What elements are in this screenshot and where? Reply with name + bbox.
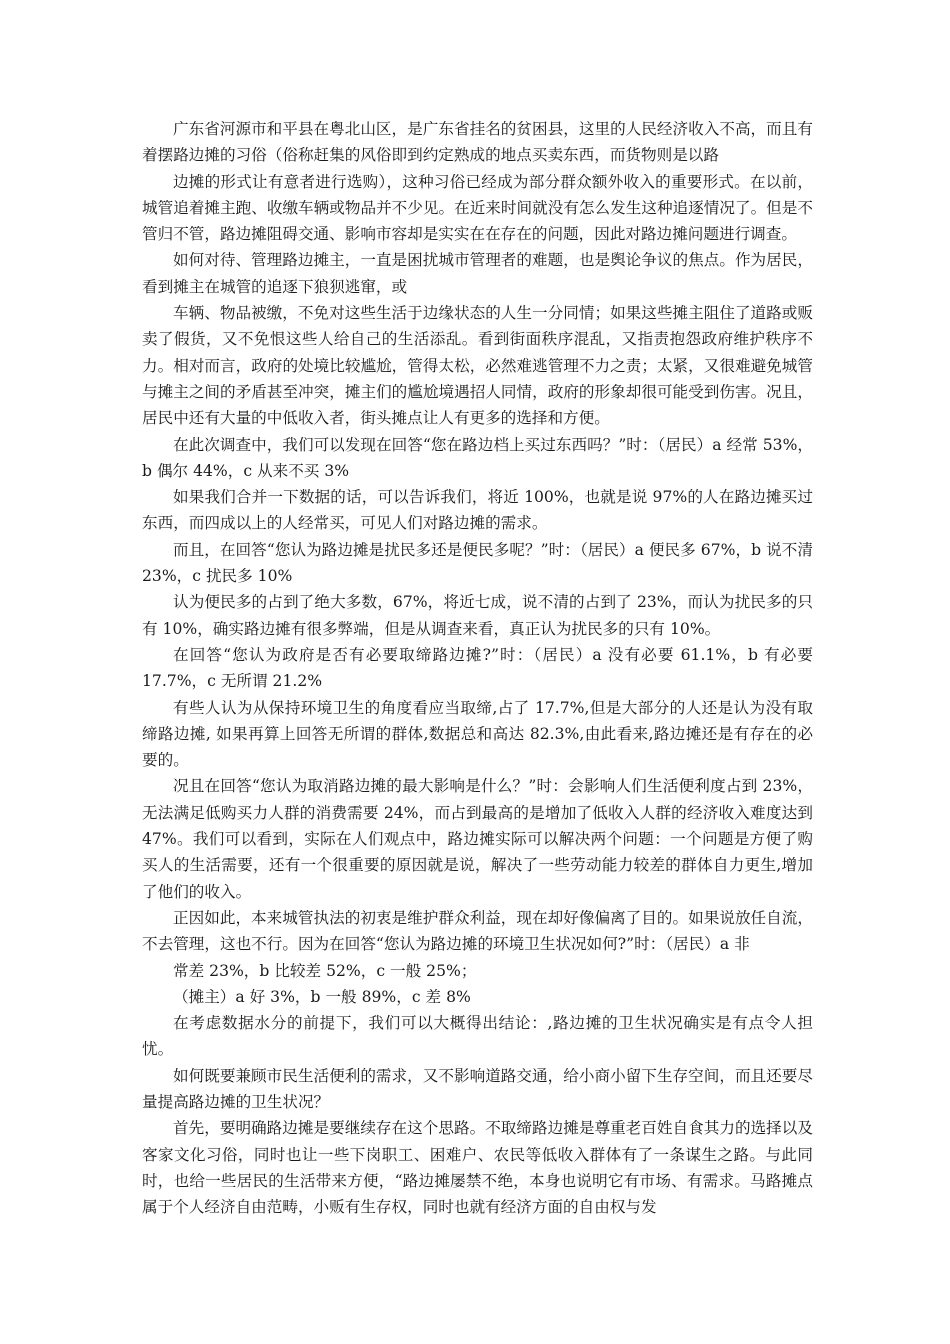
paragraph-15: 在考虑数据水分的前提下，我们可以大概得出结论：,路边摊的卫生状况确实是有点令人担忧。 — [142, 1014, 813, 1059]
paragraph-16: 如何既要兼顾市民生活便利的需求，又不影响道路交通，给小商小留下生存空间，而且还要尽量提高路边摊的卫生状况？ — [142, 1066, 813, 1111]
paragraph-12: 正因如此，本来城管执法的初衷是维护群众利益，现在却好像偏离了目的。如果说放任自流，不去管理，这也不行。因为在回答“您认为路边摊的环境卫生状况如何?”时：（居民）a 非 — [142, 908, 813, 954]
paragraph-5: 在此次调查中，我们可以发现在回答“您在路边档上买过东西吗？”时：（居民）a 经常 53%，b 偶尔 44%，c 从来不买 3% — [142, 435, 813, 480]
paragraph-9: 在回答“您认为政府是否有必要取缔路边摊?”时：（居民）a 没有必要 61.1%，b 有必要 17.7%，c 无所谓 21.2% — [142, 645, 813, 691]
paragraph-3: 如何对待、管理路边摊主，一直是困扰城市管理者的难题，也是舆论争议的焦点。作为居民，看到摊主在城管的追逐下狼狈逃窜，或 — [142, 251, 813, 296]
paragraph-7: 而且，在回答“您认为路边摊是扰民多还是便民多呢？”时：（居民）a 便民多 67%，b 说不清 23%，c 扰民多 10% — [142, 540, 813, 586]
paragraph-4: 车辆、物品被缴，不免对这些生活于边缘状态的人生一分同情；如果这些摊主阻住了道路或贩卖了假货，又不免恨这些人给自己的生活添乱。看到街面秩序混乱，又指责抱怨政府维护秩序不力。相对而言，政府的处境比较尴尬，管得太松，必然难逃管理不力之责；太紧，又很难避免城管与摊主之间的矛盾甚至冲突，摊主们的尴尬境遇招人同情，政府的形象却很可能受到伤害。况且，居民中还有大量的中低收入者，街头摊点让人有更多的选择和方便。 — [142, 304, 813, 428]
paragraph-13: 常差 23%，b 比较差 52%，c 一般 25%； — [173, 961, 477, 980]
paragraph-8: 认为便民多的占到了绝大多数，67%，将近七成，说不清的占到了 23%，而认为扰民多的只有 10%，确实路边摊有很多弊端，但是从调查来看，真正认为扰民多的只有 10%。 — [142, 593, 813, 638]
paragraph-11: 况且在回答“您认为取消路边摊的最大影响是什么？”时：会影响人们生活便利度占到 23%，无法满足低购买力人群的消费需要 24%，而占到最高的是增加了低收入人群的经济收入难度达到 47%。我们可以看到，实际在人们观点中，路边摊实际可以解决两个问题：一个问题是方便了购买人的生活需要，还有一个很重要的原因就是说，解决了一些劳动能力较差的群体自力更生,增加了他们的收入。 — [142, 777, 813, 901]
paragraph-10: 有些人认为从保持环境卫生的角度看应当取缔,占了 17.7%,但是大部分的人还是认为没有取缔路边摊, 如果再算上回答无所谓的群体,数据总和高达 82.3%,由此看来,路边摊还是有存在的必要的。 — [142, 698, 813, 770]
document-body — [142, 116, 813, 1220]
paragraph-1: 广东省河源市和平县在粤北山区，是广东省挂名的贫困县，这里的人民经济收入不高，而且有着摆路边摊的习俗（俗称赶集的风俗即到约定熟成的地点买卖东西，而货物则是以路 — [142, 120, 813, 165]
paragraph-6: 如果我们合并一下数据的话，可以告诉我们，将近 100%，也就是说 97%的人在路边摊买过东西，而四成以上的人经常买，可见人们对路边摊的需求。 — [142, 488, 813, 533]
paragraph-2: 边摊的形式让有意者进行选购），这种习俗已经成为部分群众额外收入的重要形式。在以前，城管追着摊主跑、收缴车辆或物品并不少见。在近来时间就没有怎么发生这种追逐情况了。但是不管归不管，路边摊阻碍交通、影响市容却是实实在在存在的问题，因此对路边摊问题进行调查。 — [142, 172, 813, 244]
paragraph-14: （摊主）a 好 3%，b 一般 89%，c 差 8% — [173, 987, 471, 1006]
paragraph-17: 首先，要明确路边摊是要继续存在这个思路。不取缔路边摊是尊重老百姓自食其力的选择以及客家文化习俗，同时也让一些下岗职工、困难户、农民等低收入群体有了一条谋生之路。与此同时，也给一些居民的生活带来方便，“路边摊屡禁不绝，本身也说明它有市场、有需求。马路摊点属于个人经济自由范畴，小贩有生存权，同时也就有经济方面的自由权与发 — [142, 1119, 813, 1217]
